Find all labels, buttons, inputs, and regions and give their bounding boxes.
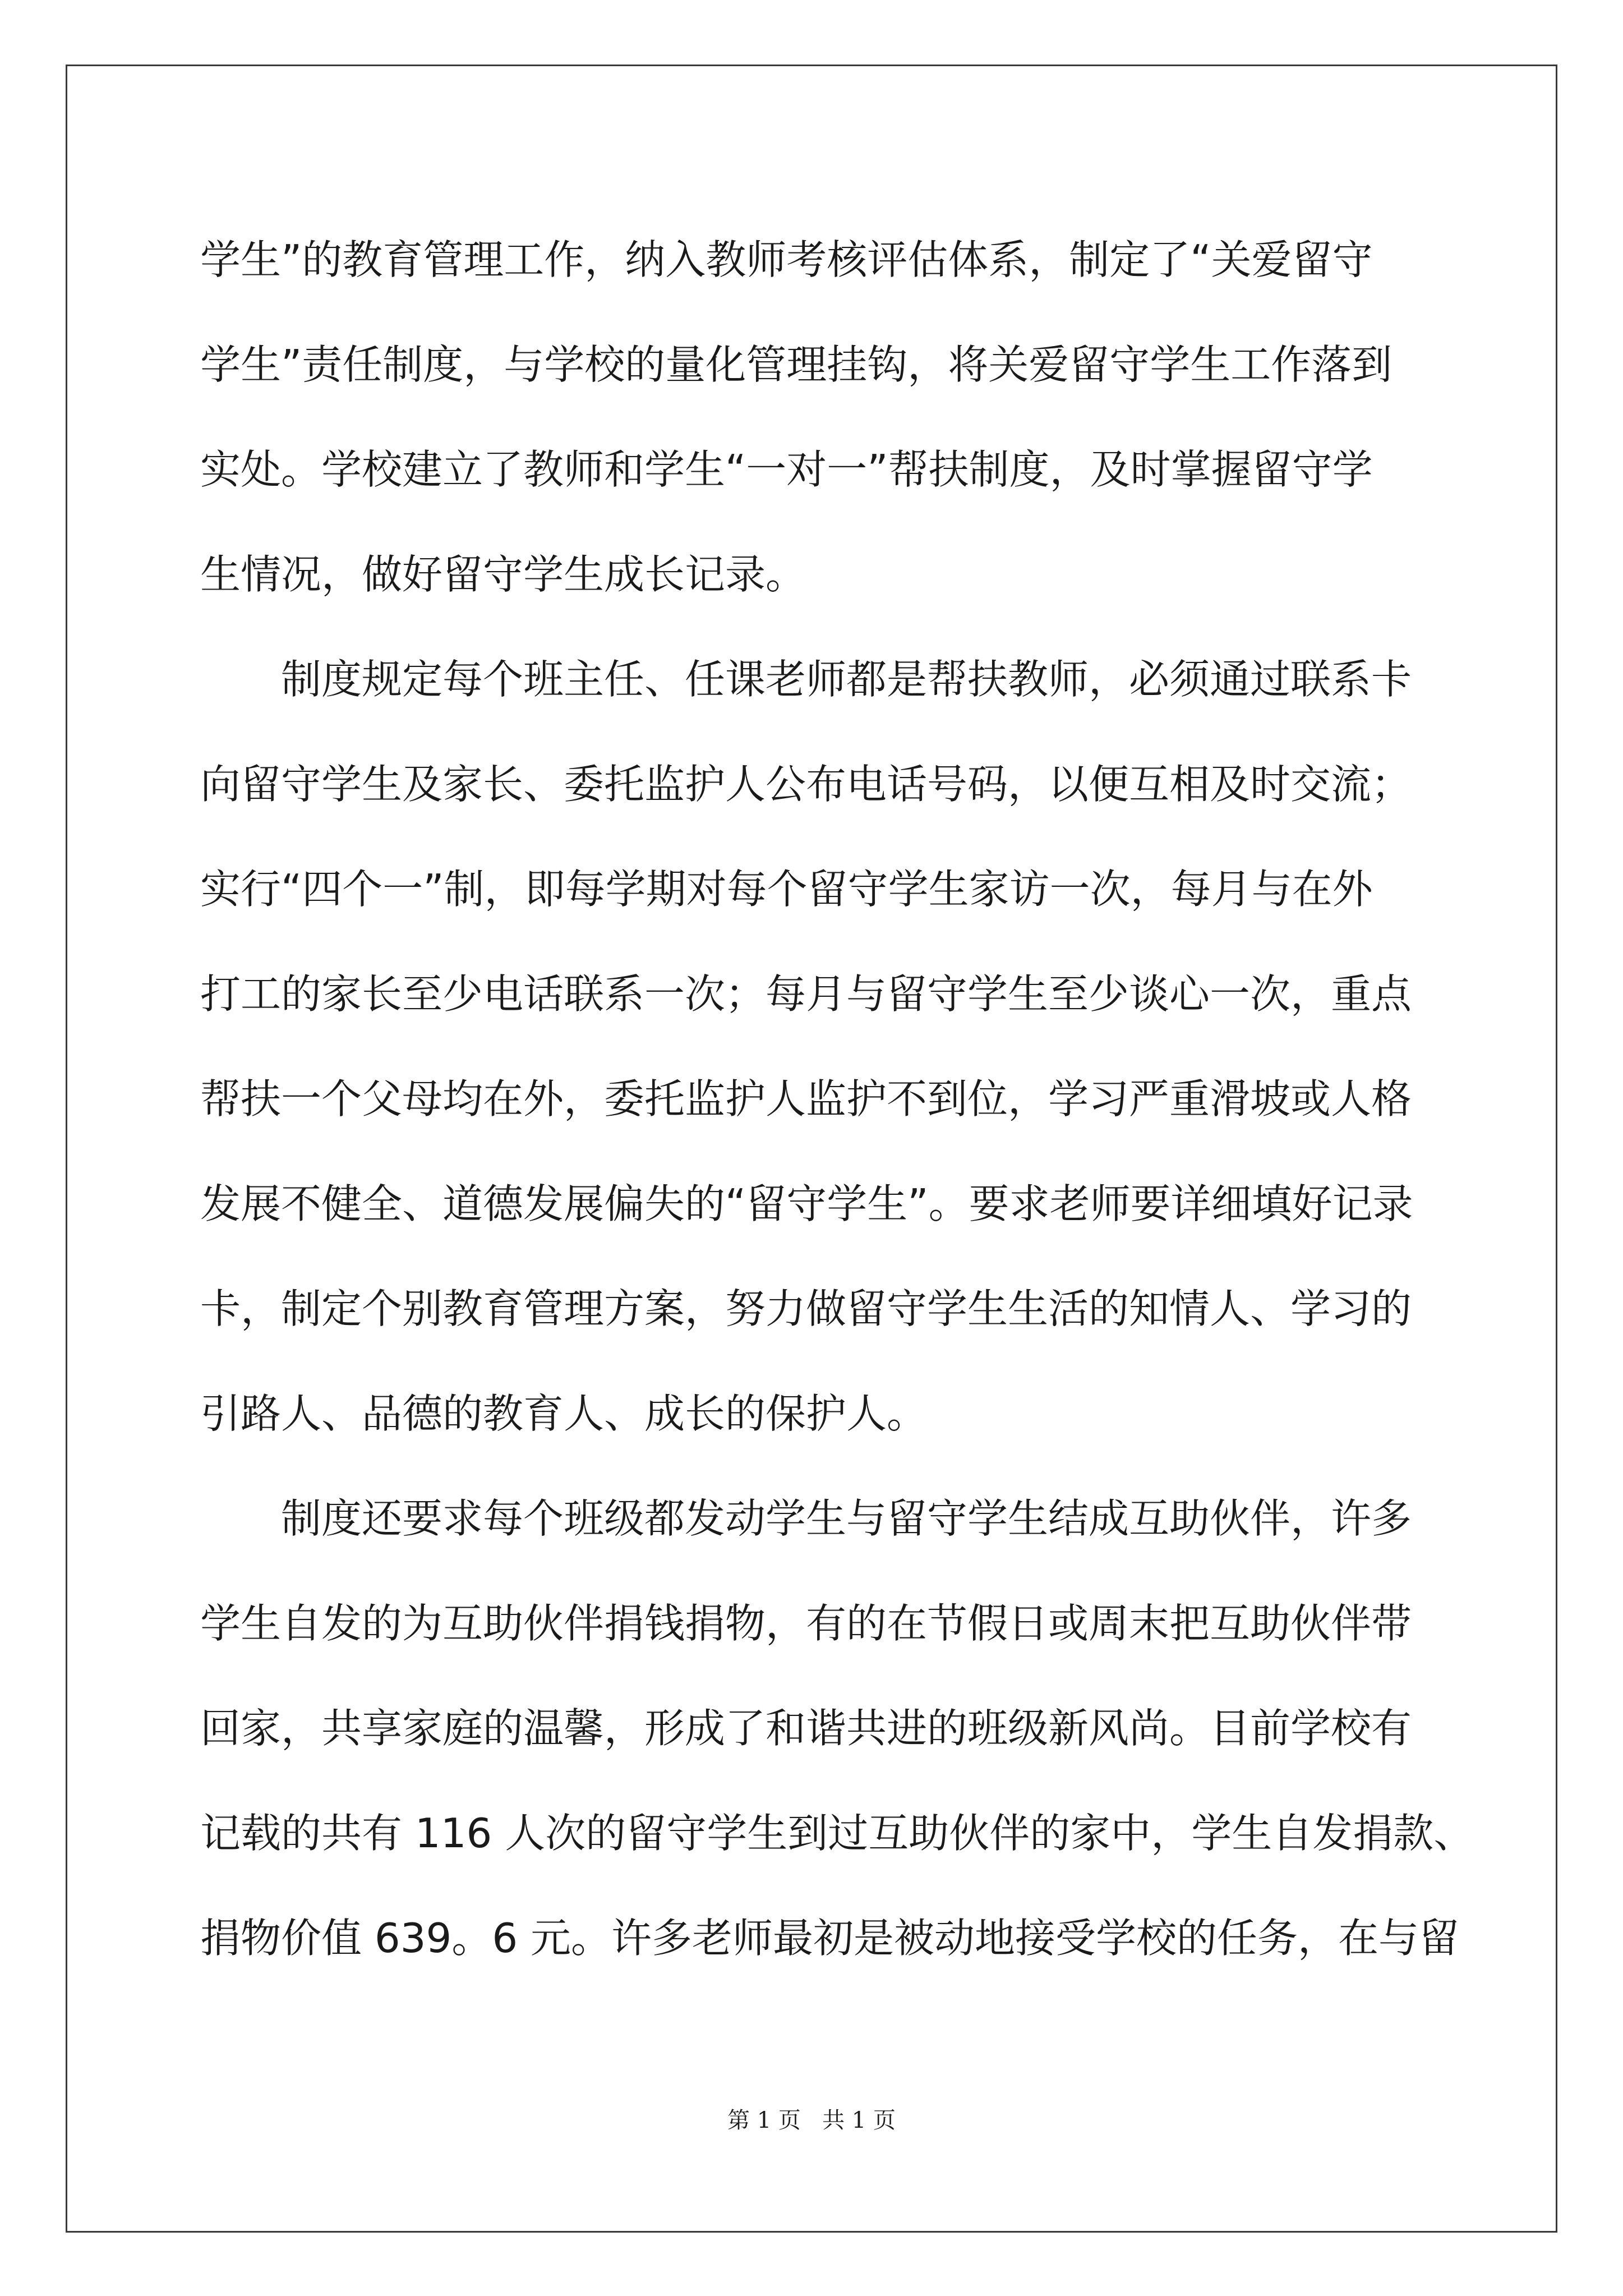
- paragraph-1-line-4: 生情况，做好留守学生成长记录。: [200, 551, 806, 598]
- paragraph-3-line-3: 回家，共享家庭的温馨，形成了和谐共进的班级新风尚。目前学校有: [200, 1705, 1412, 1752]
- document-body: [200, 208, 1474, 1991]
- paragraph-3-line-4: 记载的共有 116 人次的留守学生到过互助伙伴的家中，学生自发捐款、: [200, 1810, 1474, 1857]
- paragraph-1-line-1: 学生”的教育管理工作，纳入教师考核评估体系，制定了“关爱留守: [200, 236, 1373, 283]
- paragraph-3-line-2: 学生自发的为互助伙伴捐钱捐物，有的在节假日或周末把互助伙伴带: [200, 1600, 1412, 1647]
- page-footer: [0, 2102, 1623, 2134]
- paragraph-2-line-6: 发展不健全、道德发展偏失的“留守学生”。要求老师要详细填好记录: [200, 1180, 1413, 1227]
- paragraph-1-line-2: 学生”责任制度，与学校的量化管理挂钩，将关爱留守学生工作落到: [200, 341, 1393, 388]
- paragraph-2-line-3: 实行“四个一”制，即每学期对每个留守学生家访一次，每月与在外: [200, 866, 1373, 913]
- paragraph-2-line-5: 帮扶一个父母均在外，委托监护人监护不到位，学习严重滑坡或人格: [200, 1075, 1412, 1122]
- paragraph-2-line-7: 卡，制定个别教育管理方案，努力做留守学生生活的知情人、学习的: [200, 1285, 1412, 1332]
- page-total-label: 共 1 页: [822, 2108, 896, 2133]
- paragraph-3-line-5: 捐物价值 639。6 元。许多老师最初是被动地接受学校的任务，在与留: [200, 1915, 1460, 1962]
- paragraph-2-line-1: 制度规定每个班主任、任课老师都是帮扶教师，必须通过联系卡: [281, 656, 1412, 703]
- paragraph-2-line-2: 向留守学生及家长、委托监护人公布电话号码，以便互相及时交流；: [200, 761, 1412, 808]
- paragraph-3-line-1: 制度还要求每个班级都发动学生与留守学生结成互助伙伴，许多: [281, 1495, 1412, 1542]
- paragraph-1-line-3: 实处。学校建立了教师和学生“一对一”帮扶制度，及时掌握留守学: [200, 446, 1373, 493]
- paragraph-2-line-8: 引路人、品德的教育人、成长的保护人。: [200, 1390, 928, 1437]
- paragraph-2-line-4: 打工的家长至少电话联系一次；每月与留守学生至少谈心一次，重点: [200, 970, 1412, 1018]
- page-number-label: 第 1 页: [727, 2108, 801, 2133]
